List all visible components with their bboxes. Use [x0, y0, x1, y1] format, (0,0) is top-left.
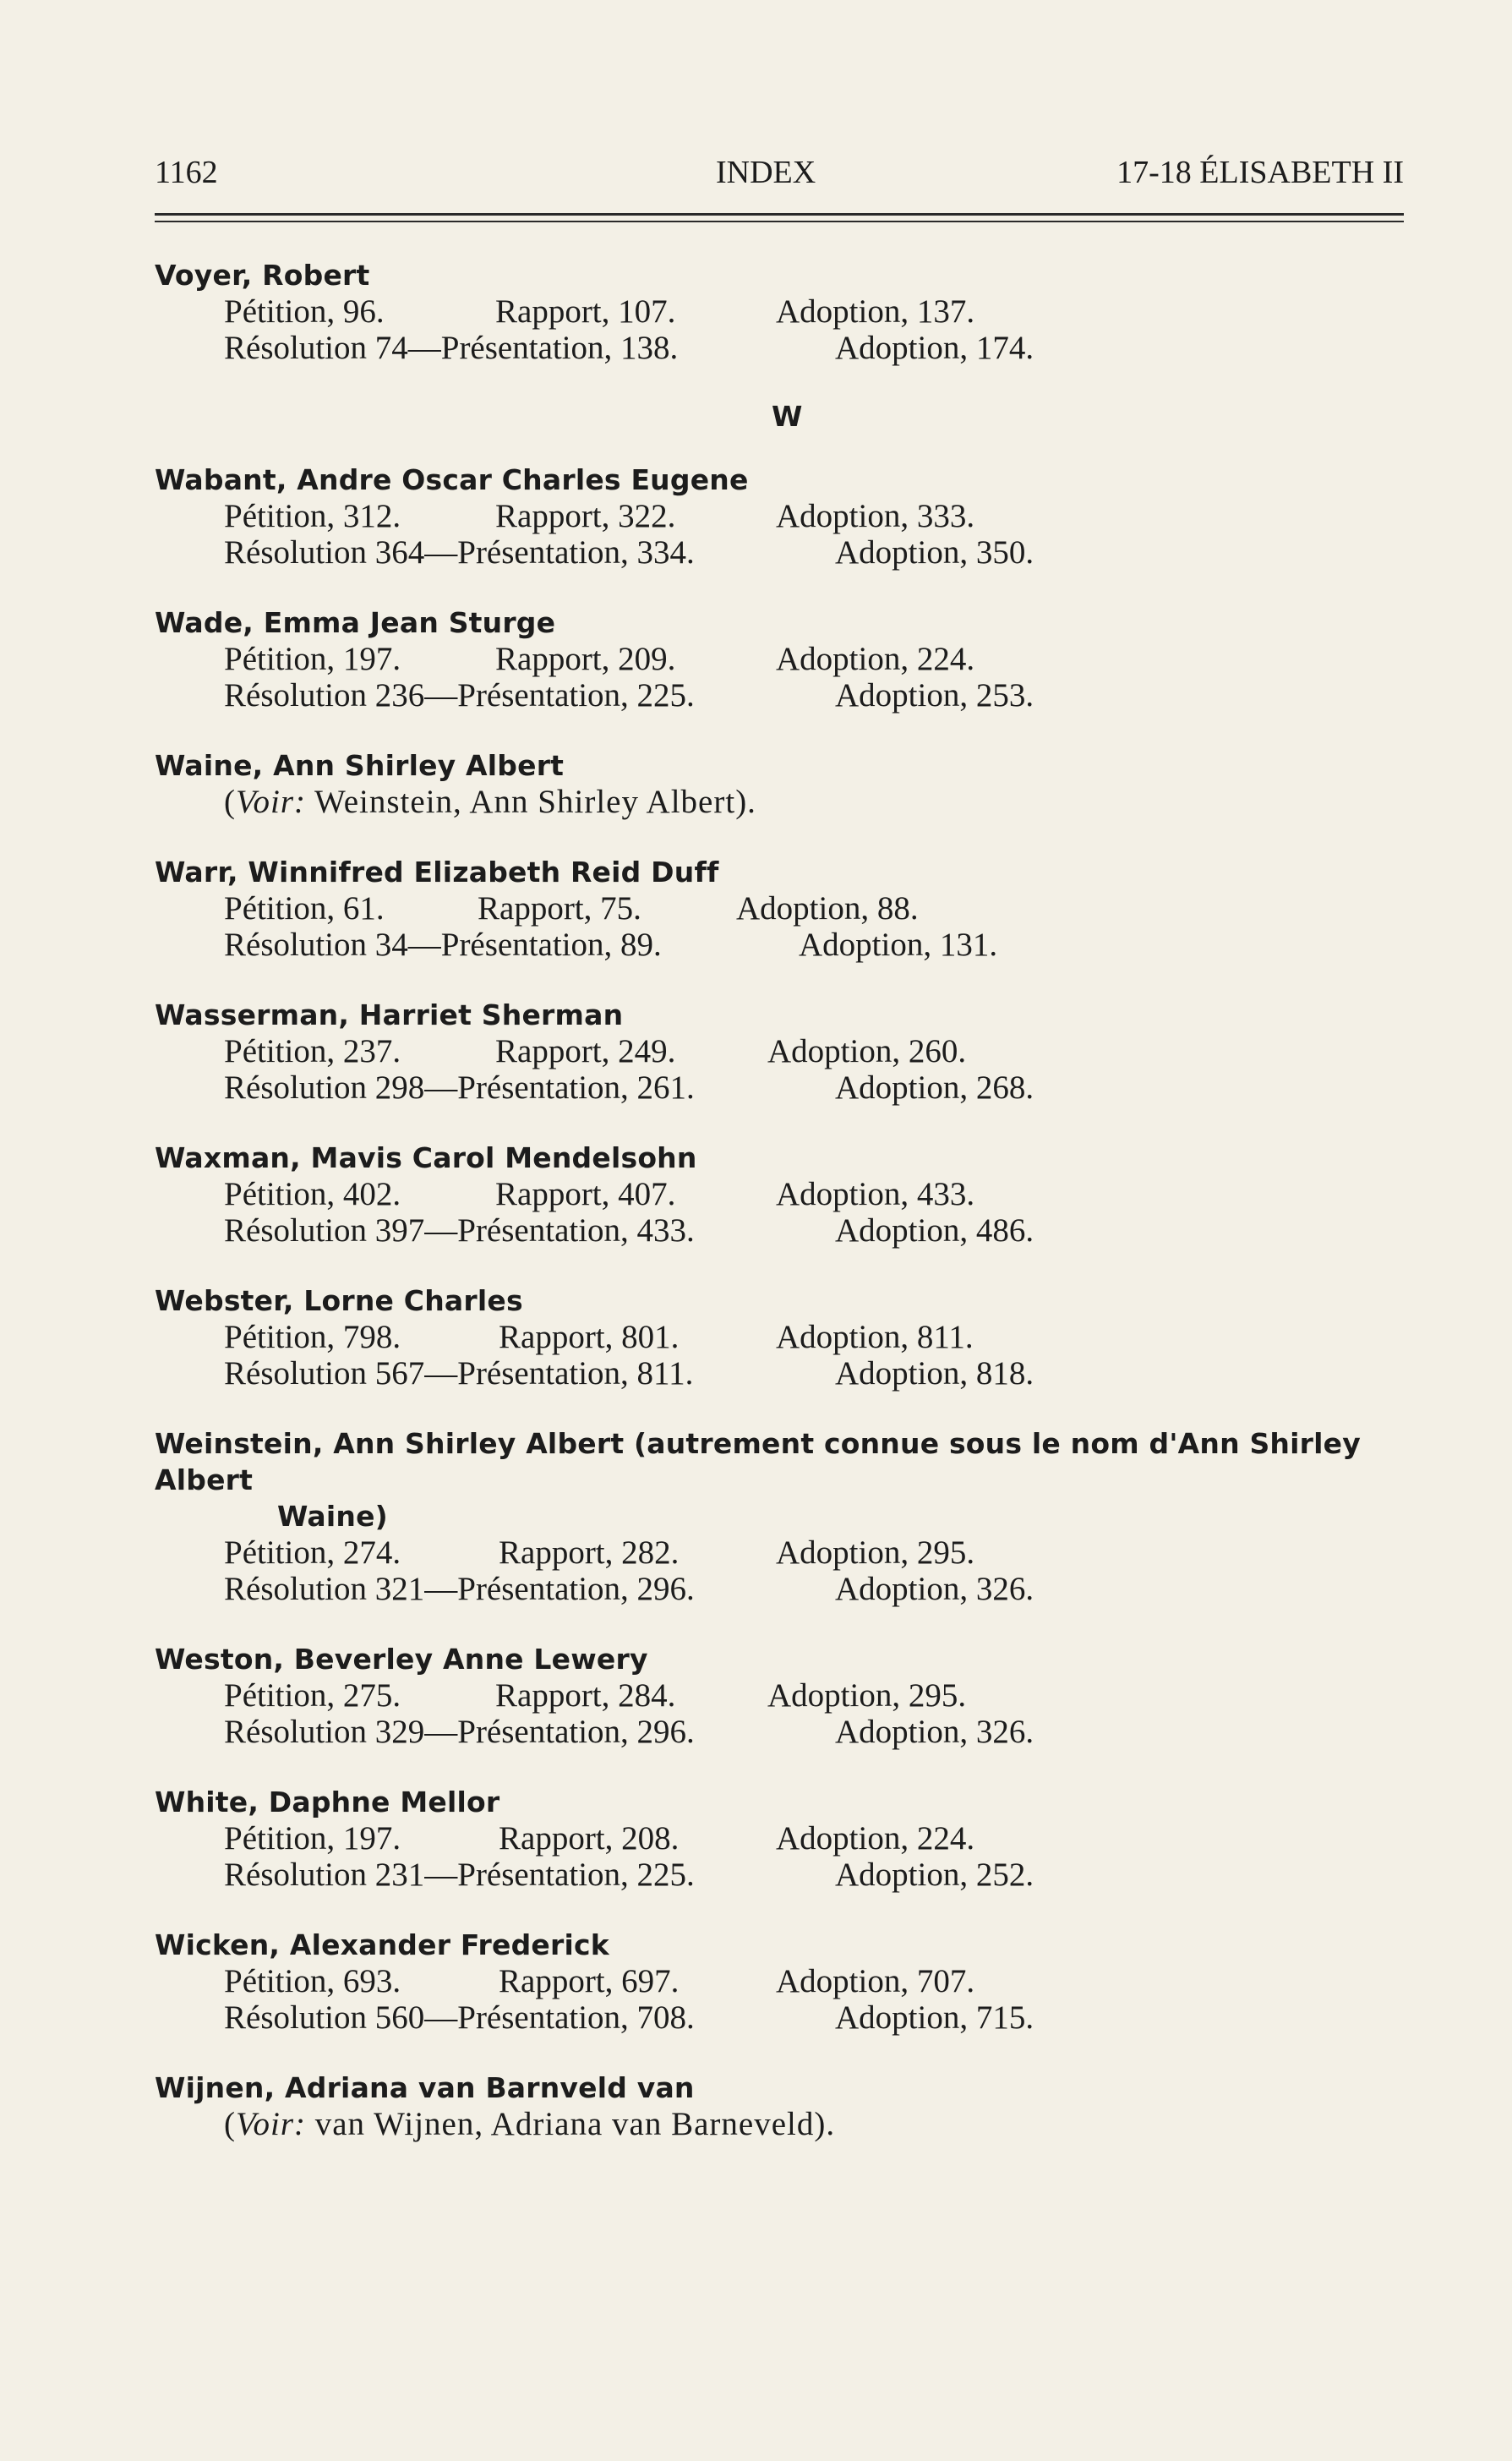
resolution-ref: Résolution 560—Présentation, 708. — [224, 1999, 695, 2036]
entry-name: Voyer, Robert — [155, 259, 370, 292]
entry-petition-line — [155, 1176, 1404, 1212]
resolution-ref: Résolution 364—Présentation, 334. — [224, 534, 695, 571]
adoption-ref: Adoption, 174. — [835, 330, 1034, 366]
adoption-ref: Adoption, 260. — [767, 1033, 967, 1069]
rapport-ref: Rapport, 407. — [495, 1176, 676, 1212]
petition-ref: Pétition, 312. — [224, 498, 401, 534]
voir-label: Voir: — [236, 784, 306, 820]
rapport-ref: Rapport, 282. — [499, 1534, 680, 1571]
index-entry — [155, 854, 1404, 963]
index-entry — [155, 997, 1404, 1106]
entry-name: Wade, Emma Jean Sturge — [155, 606, 556, 639]
petition-ref: Pétition, 402. — [224, 1176, 401, 1212]
rapport-ref: Rapport, 209. — [495, 641, 676, 677]
entry-resolution-line — [155, 927, 1404, 963]
entry-name: Webster, Lorne Charles — [155, 1284, 523, 1317]
resolution-ref: Résolution 74—Présentation, 138. — [224, 330, 679, 366]
resolution-ref: Résolution 567—Présentation, 811. — [224, 1355, 694, 1392]
petition-ref: Pétition, 798. — [224, 1319, 401, 1355]
adoption-ref: Adoption, 433. — [776, 1176, 975, 1212]
entry-petition-line — [155, 1033, 1404, 1069]
adoption-ref: Adoption, 295. — [767, 1677, 967, 1714]
index-entry — [155, 1425, 1404, 1607]
section-letter: W — [772, 400, 803, 433]
petition-ref: Pétition, 274. — [224, 1534, 401, 1571]
index-entry — [155, 1140, 1404, 1249]
entry-petition-line — [155, 498, 1404, 534]
entry-petition-line — [155, 641, 1404, 677]
entry-petition-line — [155, 1677, 1404, 1714]
header-rule-bottom — [155, 221, 1404, 222]
index-entry — [155, 1282, 1404, 1392]
adoption-ref: Adoption, 137. — [776, 293, 975, 330]
adoption-ref: Adoption, 224. — [776, 1820, 975, 1857]
entry-name — [155, 1425, 1404, 1534]
index-entry — [155, 257, 1404, 366]
adoption-ref: Adoption, 818. — [835, 1355, 1034, 1392]
voir-target: Weinstein, Ann Shirley Albert). — [314, 784, 756, 820]
entry-petition-line — [155, 890, 1404, 927]
rapport-ref: Rapport, 322. — [495, 498, 676, 534]
adoption-ref: Adoption, 253. — [835, 677, 1034, 714]
index-entry — [155, 747, 1404, 820]
page-title: INDEX — [716, 155, 816, 190]
reign-label: 17-18 ÉLISABETH II — [1116, 155, 1404, 190]
entry-resolution-line — [155, 1714, 1404, 1750]
index-entry — [155, 1927, 1404, 2036]
entry-name-continuation: Waine) — [277, 1500, 388, 1533]
rapport-ref: Rapport, 697. — [499, 1963, 680, 1999]
entry-name: Wicken, Alexander Frederick — [155, 1928, 609, 1961]
entry-name: Warr, Winnifred Elizabeth Reid Duff — [155, 856, 719, 889]
adoption-ref: Adoption, 326. — [835, 1571, 1034, 1607]
rapport-ref: Rapport, 801. — [499, 1319, 680, 1355]
adoption-ref: Adoption, 707. — [776, 1963, 975, 1999]
entry-resolution-line — [155, 1571, 1404, 1607]
entry-name-line1: Weinstein, Ann Shirley Albert (autrement connue sous le nom d'Ann Shirley Albert — [155, 1427, 1361, 1496]
entry-name: Wasserman, Harriet Sherman — [155, 998, 624, 1031]
entry-resolution-line — [155, 1355, 1404, 1392]
resolution-ref: Résolution 231—Présentation, 225. — [224, 1857, 695, 1893]
index-entry — [155, 2070, 1404, 2142]
resolution-ref: Résolution 397—Présentation, 433. — [224, 1212, 695, 1249]
rapport-ref: Rapport, 284. — [495, 1677, 676, 1714]
rapport-ref: Rapport, 208. — [499, 1820, 680, 1857]
resolution-ref: Résolution 329—Présentation, 296. — [224, 1714, 695, 1750]
rapport-ref: Rapport, 249. — [495, 1033, 676, 1069]
adoption-ref: Adoption, 295. — [776, 1534, 975, 1571]
index-content — [155, 257, 1404, 2176]
entry-resolution-line — [155, 1069, 1404, 1106]
adoption-ref: Adoption, 224. — [776, 641, 975, 677]
adoption-ref: Adoption, 88. — [736, 890, 919, 927]
entry-name: Weston, Beverley Anne Lewery — [155, 1643, 648, 1676]
petition-ref: Pétition, 275. — [224, 1677, 401, 1714]
index-entry — [155, 604, 1404, 714]
entry-name: Wijnen, Adriana van Barnveld van — [155, 2071, 695, 2104]
entry-name: Waine, Ann Shirley Albert — [155, 749, 565, 782]
entry-resolution-line — [155, 1212, 1404, 1249]
adoption-ref: Adoption, 326. — [835, 1714, 1034, 1750]
petition-ref: Pétition, 197. — [224, 1820, 401, 1857]
rapport-ref: Rapport, 75. — [478, 890, 641, 927]
index-entry — [155, 1784, 1404, 1893]
adoption-ref: Adoption, 486. — [835, 1212, 1034, 1249]
index-entry — [155, 462, 1404, 571]
index-entry — [155, 1641, 1404, 1750]
entry-name: Waxman, Mavis Carol Mendelsohn — [155, 1141, 697, 1174]
entry-resolution-line — [155, 1857, 1404, 1893]
adoption-ref: Adoption, 350. — [835, 534, 1034, 571]
resolution-ref: Résolution 236—Présentation, 225. — [224, 677, 695, 714]
resolution-ref: Résolution 298—Présentation, 261. — [224, 1069, 695, 1106]
entry-resolution-line — [155, 1999, 1404, 2036]
petition-ref: Pétition, 61. — [224, 890, 385, 927]
entry-name: Wabant, Andre Oscar Charles Eugene — [155, 463, 749, 496]
rapport-ref: Rapport, 107. — [495, 293, 676, 330]
voir-target: van Wijnen, Adriana van Barneveld). — [314, 2106, 836, 2142]
entry-resolution-line — [155, 677, 1404, 714]
header-rule-top — [155, 213, 1404, 216]
petition-ref: Pétition, 693. — [224, 1963, 401, 1999]
adoption-ref: Adoption, 715. — [835, 1999, 1034, 2036]
entry-petition-line — [155, 1534, 1404, 1571]
petition-ref: Pétition, 197. — [224, 641, 401, 677]
adoption-ref: Adoption, 811. — [776, 1319, 974, 1355]
adoption-ref: Adoption, 268. — [835, 1069, 1034, 1106]
entry-petition-line — [155, 1319, 1404, 1355]
petition-ref: Pétition, 96. — [224, 293, 385, 330]
cross-reference: (Voir: van Wijnen, Adriana van Barneveld). — [224, 2106, 836, 2142]
voir-label: Voir: — [236, 2106, 306, 2142]
adoption-ref: Adoption, 131. — [799, 927, 998, 963]
entry-petition-line — [155, 1963, 1404, 1999]
adoption-ref: Adoption, 333. — [776, 498, 975, 534]
entry-resolution-line — [155, 534, 1404, 571]
entry-name: White, Daphne Mellor — [155, 1786, 500, 1818]
resolution-ref: Résolution 321—Présentation, 296. — [224, 1571, 695, 1607]
adoption-ref: Adoption, 252. — [835, 1857, 1034, 1893]
resolution-ref: Résolution 34—Présentation, 89. — [224, 927, 662, 963]
petition-ref: Pétition, 237. — [224, 1033, 401, 1069]
page-header — [155, 154, 1404, 196]
cross-reference: (Voir: Weinstein, Ann Shirley Albert). — [224, 784, 756, 820]
entry-resolution-line — [155, 330, 1404, 366]
entry-petition-line — [155, 293, 1404, 330]
page-number: 1162 — [155, 155, 218, 190]
entry-petition-line — [155, 1820, 1404, 1857]
